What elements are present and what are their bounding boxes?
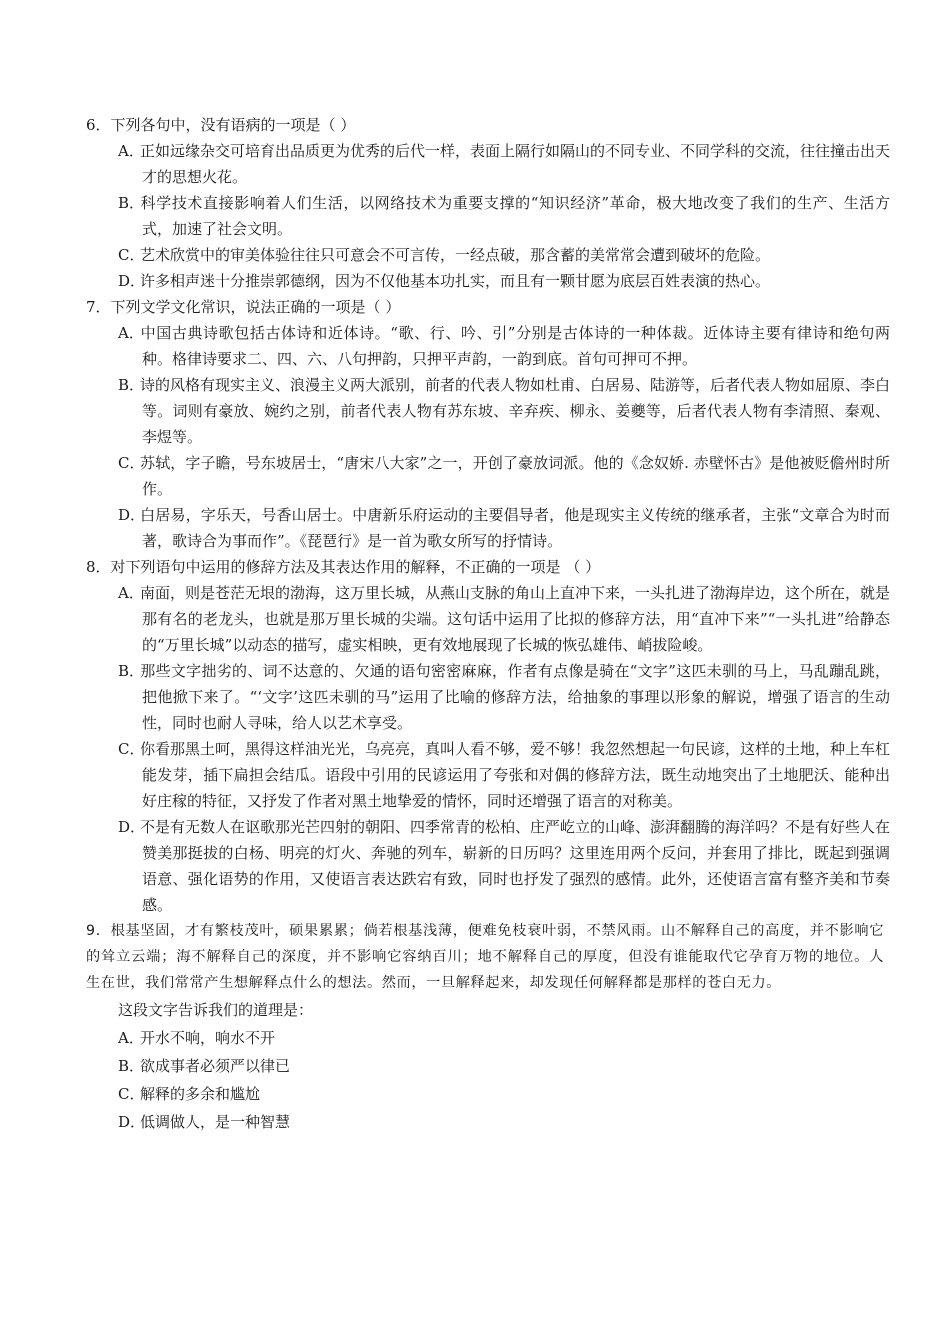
- question-8: [86, 554, 890, 918]
- option-label: C．: [118, 454, 145, 472]
- option-text: 苏轼，字子瞻，号东坡居士，“唐宋八大家”之一，开创了豪放词派。他的《念奴娇. 赤壁怀古》是他被贬儋州时所作。: [140, 454, 890, 498]
- option-label: D．: [118, 506, 146, 524]
- option-d: [86, 814, 890, 918]
- option-text: 那些文字拙劣的、词不达意的、欠通的语句密密麻麻，作者有点像是骑在“文字”这匹未驯的马上，马乱蹦乱跳，把他掀下来了。“‘文字’这匹未驯的马”运用了比喻的修辞方法，给抽象的事理以形象的解说，增强了语言的生动性，同时也耐人寻味，给人以艺术享受。: [140, 662, 890, 732]
- option-text: 许多相声迷十分推崇郭德纲，因为不仅他基本功扎实，而且有一颗甘愿为底层百姓表演的热心。: [140, 272, 771, 290]
- option-c: [86, 242, 890, 268]
- option-a: [86, 320, 890, 372]
- option-a: [86, 138, 890, 190]
- option-label: B．: [118, 662, 145, 680]
- option-text: 中国古典诗歌包括古体诗和近体诗。“歌、行、吟、引”分别是古体诗的一种体裁。近体诗主要有律诗和绝句两种。格律诗要求二、四、六、八句押韵，只押平声韵，一韵到底。首句可押可不押。: [140, 324, 890, 368]
- question-stem: 8．对下列语句中运用的修辞方法及其表达作用的解释，不正确的一项是 （ ）: [86, 558, 601, 576]
- option-label: D．: [118, 1113, 146, 1131]
- option-label: B．: [118, 376, 145, 394]
- option-c: [86, 736, 890, 814]
- question-prompt: 这段文字告诉我们的道理是：: [118, 1001, 314, 1019]
- option-label: B．: [118, 1057, 145, 1075]
- option-c: [86, 450, 890, 502]
- option-label: A．: [118, 584, 144, 602]
- option-text: 不是有无数人在讴歌那光芒四射的朝阳、四季常青的松柏、庄严屹立的山峰、澎湃翻腾的海洋吗？不是有好些人在赞美那挺拔的白杨、明亮的灯火、奔驰的列车，崭新的日历吗？这里连用两个反问，并套用了排比，既起到强调语意、强化语势的作用，又使语言表达跌宕有致，同时也抒发了强烈的感情。此外，还使语言富有整齐美和节奏感。: [140, 818, 891, 914]
- option-text: 科学技术直接影响着人们生活，以网络技术为重要支撑的“知识经济”革命，极大地改变了我们的生产、生活方式，加速了社会文明。: [140, 194, 890, 238]
- question-6: [86, 112, 890, 294]
- option-label: B．: [118, 194, 145, 212]
- option-text: 开水不响，响水不开: [140, 1029, 276, 1047]
- option-d: [86, 502, 890, 554]
- option-d: [86, 268, 890, 294]
- option-label: A．: [118, 324, 144, 342]
- question-stem: 7．下列文学文化常识，说法正确的一项是（ ）: [86, 298, 401, 316]
- option-text: 南面，则是苍茫无垠的渤海，这万里长城，从燕山支脉的角山上直冲下来，一头扎进了渤海岸边，这个所在，就是那有名的老龙头，也就是那万里长城的尖端。这句话中运用了比拟的修辞方法，用“直冲下来”“一头扎进”给静态的“万里长城”以动态的描写，虚实相映，更有效地展现了长城的恢弘雄伟、峭拔险峻。: [140, 584, 891, 654]
- question-7: [86, 294, 890, 554]
- option-text: 解释的多余和尴尬: [140, 1085, 261, 1103]
- option-b: [86, 658, 890, 736]
- option-b: [86, 190, 890, 242]
- option-label: C．: [118, 1085, 145, 1103]
- option-text: 低调做人，是一种智慧: [140, 1113, 291, 1131]
- option-text: 欲成事者必须严以律已: [140, 1057, 291, 1075]
- option-d: [86, 1108, 890, 1136]
- option-a: [86, 1024, 890, 1052]
- question-stem: 6．下列各句中，没有语病的一项是（ ）: [86, 116, 356, 134]
- option-label: A．: [118, 1029, 144, 1047]
- option-b: [86, 1052, 890, 1080]
- option-text: 诗的风格有现实主义、浪漫主义两大派别，前者的代表人物如杜甫、白居易、陆游等，后者代表人物如屈原、李白等。词则有豪放、婉约之别，前者代表人物有苏东坡、辛弃疾、柳永、姜夔等，后者代表人物有李清照、秦观、李煜等。: [140, 376, 891, 446]
- option-text: 你看那黑土呵，黑得这样油光光，乌亮亮，真叫人看不够，爱不够！我忽然想起一句民谚，这样的土地，种上车杠能发芽，插下扁担会结瓜。语段中引用的民谚运用了夸张和对偶的修辞方法，既生动地突出了土地肥沃、能种出好庄稼的特征，又抒发了作者对黑土地挚爱的情怀，同时还增强了语言的对称美。: [140, 740, 891, 810]
- option-text: 艺术欣赏中的审美体验往往只可意会不可言传，一经点破，那含蓄的美常常会遭到破坏的危险。: [140, 246, 771, 264]
- option-label: C．: [118, 246, 145, 264]
- option-c: [86, 1080, 890, 1108]
- option-label: A．: [118, 142, 144, 160]
- question-9: [86, 918, 890, 1136]
- option-text: 正如远缘杂交可培育出品质更为优秀的后代一样，表面上隔行如隔山的不同专业、不同学科的交流，往往撞击出天才的思想火花。: [140, 142, 891, 186]
- option-label: D．: [118, 818, 146, 836]
- option-label: D．: [118, 272, 146, 290]
- passage-text: 9．根基坚固，才有繁枝茂叶，硕果累累；倘若根基浅薄，便难免枝衰叶弱，不禁风雨。山不解释自己的高度，并不影响它的耸立云端；海不解释自己的深度，并不影响它容纳百川；地不解释自己的厚度，但没有谁能取代它孕育万物的地位。人生在世，我们常常产生想解释点什么的想法。然而，一旦解释起来，却发现任何解释都是那样的苍白无力。: [86, 923, 884, 991]
- option-b: [86, 372, 890, 450]
- option-a: [86, 580, 890, 658]
- option-label: C．: [118, 740, 145, 758]
- option-text: 白居易，字乐天，号香山居士。中唐新乐府运动的主要倡导者，他是现实主义传统的继承者，主张“文章合为时而著，歌诗合为事而作”。《琵琶行》是一首为歌女所写的抒情诗。: [140, 506, 890, 550]
